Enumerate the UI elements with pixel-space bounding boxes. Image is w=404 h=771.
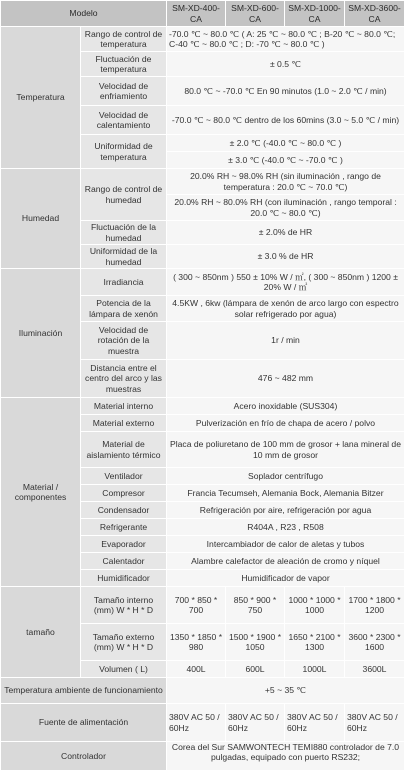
category-iluminacion: Iluminación: [1, 269, 81, 398]
header-row: [1, 1, 404, 27]
material-row-value: Alambre calefactor de aleación de cromo y níquel: [167, 553, 404, 570]
external-size-1000: 1650 * 2100 * 1300: [285, 624, 345, 661]
external-size-label: Tamaño externo (mm) W * H * D: [81, 624, 167, 661]
xenon-power-label: Potencia de la lámpara de xenón: [81, 296, 167, 322]
humidity-fluctuation-value: ± 2.0% de HR: [167, 221, 404, 245]
power-supply-1000: 380V AC 50 / 60Hz: [285, 704, 345, 742]
arc-distance-label: Distancia entre el centro del arco y las muestras: [81, 360, 167, 398]
irradiance-label: Irradiancia: [81, 269, 167, 296]
material-row-value: Acero inoxidable (SUS304): [167, 398, 404, 415]
rotation-speed-label: Velocidad de rotación de la muestra: [81, 322, 167, 360]
controller-label: Controlador: [1, 742, 167, 771]
material-row-label: Calentador: [81, 553, 167, 570]
temp-uniformity-label: Uniformidad de temperatura: [81, 135, 167, 169]
irradiance-value: ( 300 ~ 850nm ) 550 ± 10% W / ㎡, ( 300 ~ 850nm ) 1200 ± 20% W / ㎡: [167, 269, 404, 296]
material-row-label: Condensador: [81, 502, 167, 519]
rotation-speed-value: 1r / min: [167, 322, 404, 360]
material-row-label: Refrigerante: [81, 519, 167, 536]
internal-size-label: Tamaño interno (mm) W * H * D: [81, 587, 167, 624]
material-row-value: R404A , R23 , R508: [167, 519, 404, 536]
model-header-3600: SM-XD-3600-CA: [345, 1, 404, 27]
volume-1000: 1000L: [285, 661, 345, 678]
power-supply-3600: 380V AC 50 / 60Hz: [345, 704, 404, 742]
modelo-header: Modelo: [1, 1, 167, 27]
external-size-3600: 3600 * 2300 * 1600: [345, 624, 404, 661]
model-header-600: SM-XD-600-CA: [226, 1, 285, 27]
internal-size-600: 850 * 900 * 750: [226, 587, 285, 624]
volume-label: Volumen ( L): [81, 661, 167, 678]
humidity-uniformity-value: ± 3.0 % de HR: [167, 245, 404, 269]
humidity-fluctuation-label: Fluctuación de la humedad: [81, 221, 167, 245]
material-row-value: Soplador centrífugo: [167, 468, 404, 485]
xenon-power-value: 4.5KW , 6kw (lámpara de xenón de arco largo con espectro solar refrigerado por agua): [167, 296, 404, 322]
model-header-400: SM-XD-400-CA: [167, 1, 226, 27]
category-material: Material / componentes: [1, 398, 81, 587]
volume-400: 400L: [167, 661, 226, 678]
material-row-label: Material interno: [81, 398, 167, 415]
power-supply-600: 380V AC 50 / 60Hz: [226, 704, 285, 742]
material-row-value: Refrigeración por aire, refrigeración por agua: [167, 502, 404, 519]
ambient-temp-value: +5 ~ 35 ℃: [167, 678, 404, 704]
temp-uniformity-value-1: ± 2.0 ℃ (-40.0 ℃ ~ 80.0 ℃ ): [167, 135, 404, 152]
ambient-temp-label: Temperatura ambiente de funcionamiento: [1, 678, 167, 704]
cooling-speed-label: Velocidad de enfriamiento: [81, 77, 167, 106]
humidity-range-value-1: 20.0% RH ~ 98.0% RH (sin iluminación , rango de temperatura : 20.0 ℃ ~ 70.0 ℃): [167, 169, 404, 195]
material-row-label: Evaporador: [81, 536, 167, 553]
material-row-label: Compresor: [81, 485, 167, 502]
internal-size-400: 700 * 850 * 700: [167, 587, 226, 624]
humidity-range-value-2: 20.0% RH ~ 80.0% RH (con iluminación , rango temporal : 20.0 ℃ ~ 80.0 ℃): [167, 195, 404, 221]
power-supply-label: Fuente de alimentación: [1, 704, 167, 742]
heating-speed-label: Velocidad de calentamiento: [81, 106, 167, 135]
temp-range-value: -70.0 ℃ ~ 80.0 ℃ ( A: 25 ℃ ~ 80.0 ℃ ; B-20 ℃ ~ 80.0 ℃; C-40 ℃ ~ 80.0 ℃ ; D: -70 ℃ ~ 80.0 ℃ ): [167, 27, 404, 52]
material-row-label: Material externo: [81, 415, 167, 432]
temp-fluctuation-label: Fluctuación de temperatura: [81, 52, 167, 77]
temp-range-label: Rango de control de temperatura: [81, 27, 167, 52]
temp-uniformity-value-2: ± 3.0 ℃ (-40.0 ℃ ~ -70.0 ℃ ): [167, 152, 404, 169]
material-row-label: Ventilador: [81, 468, 167, 485]
external-size-600: 1500 * 1900 * 1050: [226, 624, 285, 661]
power-supply-400: 380V AC 50 / 60Hz: [167, 704, 226, 742]
material-row-value: Pulverización en frío de chapa de acero / polvo: [167, 415, 404, 432]
category-temperatura: Temperatura: [1, 27, 81, 169]
volume-3600: 3600L: [345, 661, 404, 678]
category-humedad: Humedad: [1, 169, 81, 269]
cooling-speed-value: 80.0 ℃ ~ -70.0 ℃ En 90 minutos (1.0 ~ 2.0 ℃ / min): [167, 77, 404, 106]
material-row-value: Humidificador de vapor: [167, 570, 404, 587]
category-tamano: tamaño: [1, 587, 81, 678]
model-header-1000: SM-XD-1000-CA: [285, 1, 345, 27]
temp-fluctuation-value: ± 0.5 ℃: [167, 52, 404, 77]
material-row-label: Humidificador: [81, 570, 167, 587]
internal-size-1000: 1000 * 1000 * 1000: [285, 587, 345, 624]
heating-speed-value: -70.0 ℃ ~ 80.0 ℃ dentro de los 60mins (3.0 ~ 5.0 ℃ / min): [167, 106, 404, 135]
material-row-value: Francia Tecumseh, Alemania Bock, Alemania Bitzer: [167, 485, 404, 502]
arc-distance-value: 476 ~ 482 mm: [167, 360, 404, 398]
humidity-range-label: Rango de control de humedad: [81, 169, 167, 221]
volume-600: 600L: [226, 661, 285, 678]
material-row-label: Material de aislamiento térmico: [81, 432, 167, 468]
external-size-400: 1350 * 1850 * 980: [167, 624, 226, 661]
material-row-value: Intercambiador de calor de aletas y tubos: [167, 536, 404, 553]
internal-size-3600: 1700 * 1800 * 1200: [345, 587, 404, 624]
material-row-value: Placa de poliuretano de 100 mm de grosor + lana mineral de 10 mm de grosor: [167, 432, 404, 468]
humidity-uniformity-label: Uniformidad de la humedad: [81, 245, 167, 269]
controller-value: Corea del Sur SAMWONTECH TEMI880 controlador de 7.0 pulgadas, equipado con puerto RS232;: [167, 742, 404, 771]
